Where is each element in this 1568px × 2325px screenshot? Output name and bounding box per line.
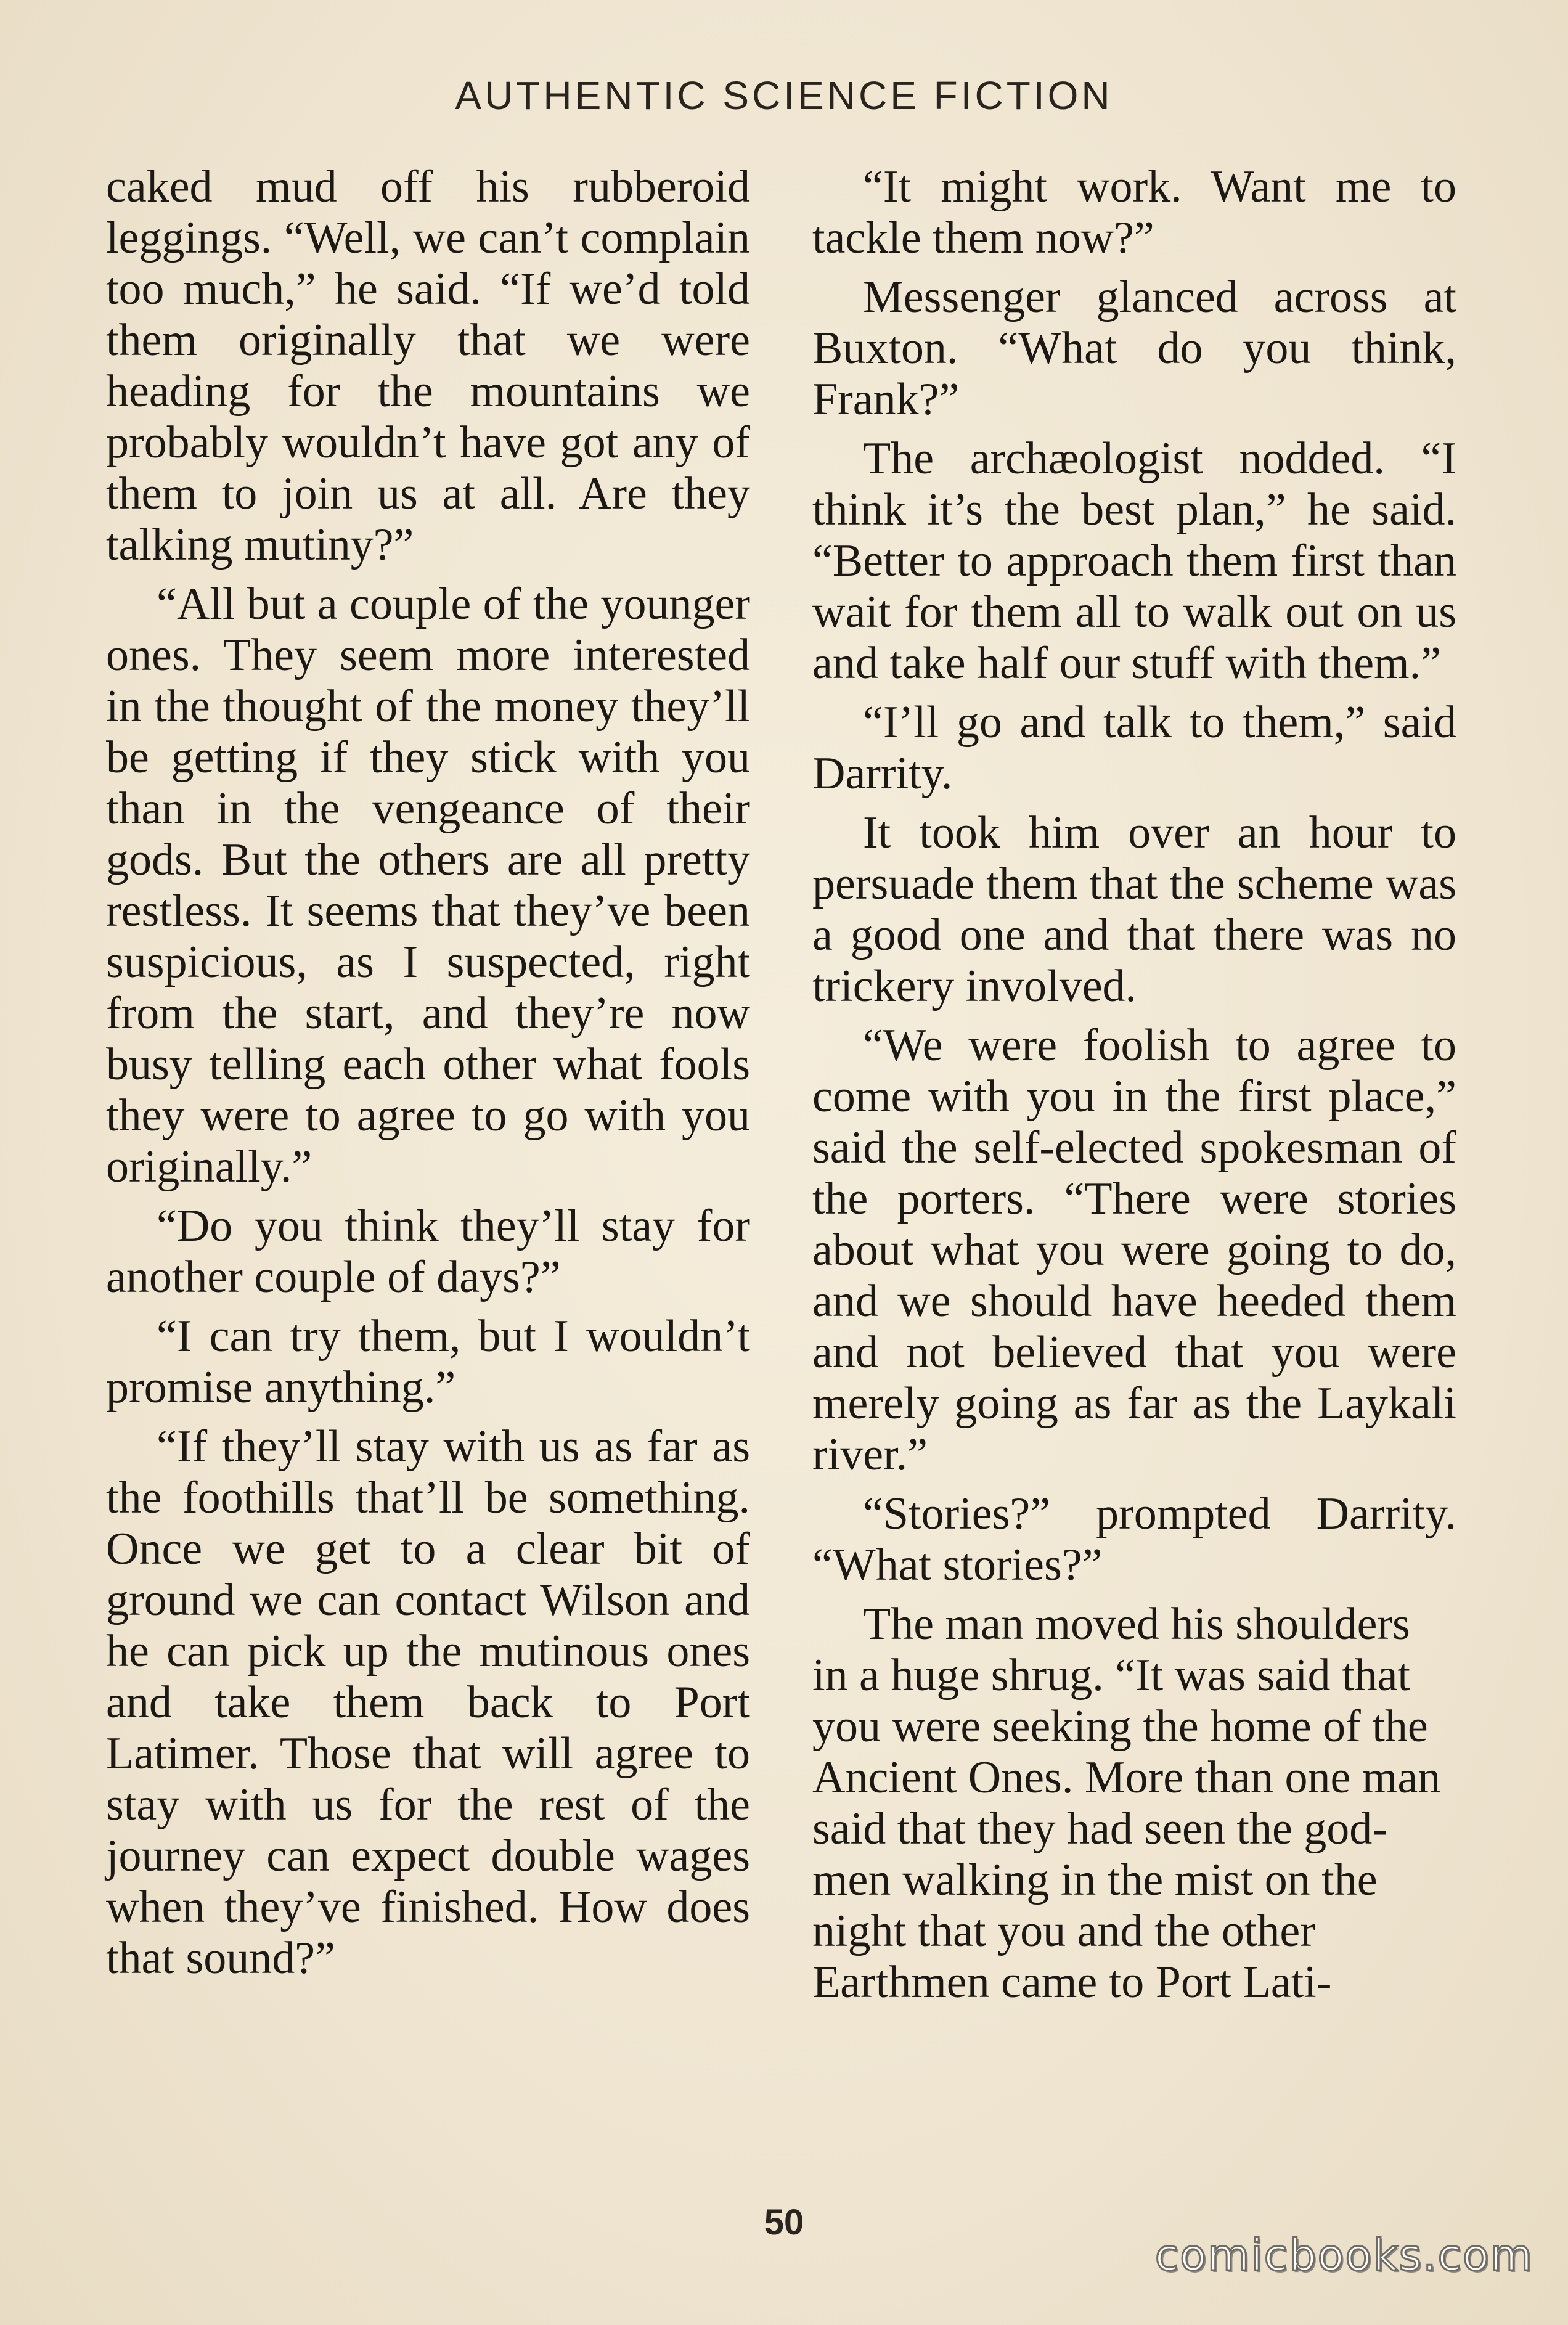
paragraph: “I can try them, but I wouldn’t promise anything.” <box>106 1311 750 1413</box>
running-head: AUTHENTIC SCIENCE FICTION <box>455 73 1113 118</box>
paragraph: “We were foolish to agree to come with you in the first place,” said the self-elected spokesman of the porters. “There were stories about what you were going to do, and we should have heeded them and not believed that you were merely going as far as the Laykali river.” <box>812 1020 1456 1480</box>
paragraph: “I’ll go and talk to them,” said Darrity. <box>812 697 1456 799</box>
left-column <box>106 161 750 1992</box>
paragraph: “If they’ll stay with us as far as the foothills that’ll be something. Once we get to a clear bit of ground we can contact Wilson and he can pick up the mutinous ones and take them back to Port Latimer. Those that will agree to stay with us for the rest of the journey can expect double wages when they’ve finished. How does that sound?” <box>106 1421 750 1984</box>
paragraph: The archæologist nodded. “I think it’s the best plan,” he said. “Better to approach them first than wait for them all to walk out on us and take half our stuff with them.” <box>812 433 1456 689</box>
right-column <box>812 161 1456 2016</box>
page-number: 50 <box>764 2202 804 2242</box>
watermark: comicbooks.com <box>1154 2230 1533 2281</box>
paragraph: “All but a couple of the younger ones. They seem more interested in the thought of the money they’ll be getting if they stick with you than in the vengeance of their gods. But the others are all pretty restless. It seems that they’ve been suspicious, as I suspected, right from the start, and they’re now busy telling each other what fools they were to agree to go with you originally.” <box>106 579 750 1192</box>
paragraph: Messenger glanced across at Buxton. “What do you think, Frank?” <box>812 272 1456 425</box>
paragraph: It took him over an hour to persuade them that the scheme was a good one and that there was no trickery involved. <box>812 807 1456 1011</box>
paragraph: The man moved his shoulders in a huge shrug. “It was said that you were seeking the home of the Ancient Ones. More than one man said that they had seen the god-men walking in the mist on the night that you and the other Earthmen came to Port Lati- <box>812 1599 1441 2008</box>
paragraph: caked mud off his rubberoid leggings. “Well, we can’t complain too much,” he said. “If we’d told them originally that we were heading for the mountains we probably wouldn’t have got any of them to join us at all. Are they talking mutiny?” <box>106 161 750 570</box>
paragraph: “Do you think they’ll stay for another couple of days?” <box>106 1201 750 1302</box>
paragraph: “It might work. Want me to tackle them now?” <box>812 161 1456 263</box>
paragraph: “Stories?” prompted Darrity. “What stories?” <box>812 1489 1456 1590</box>
